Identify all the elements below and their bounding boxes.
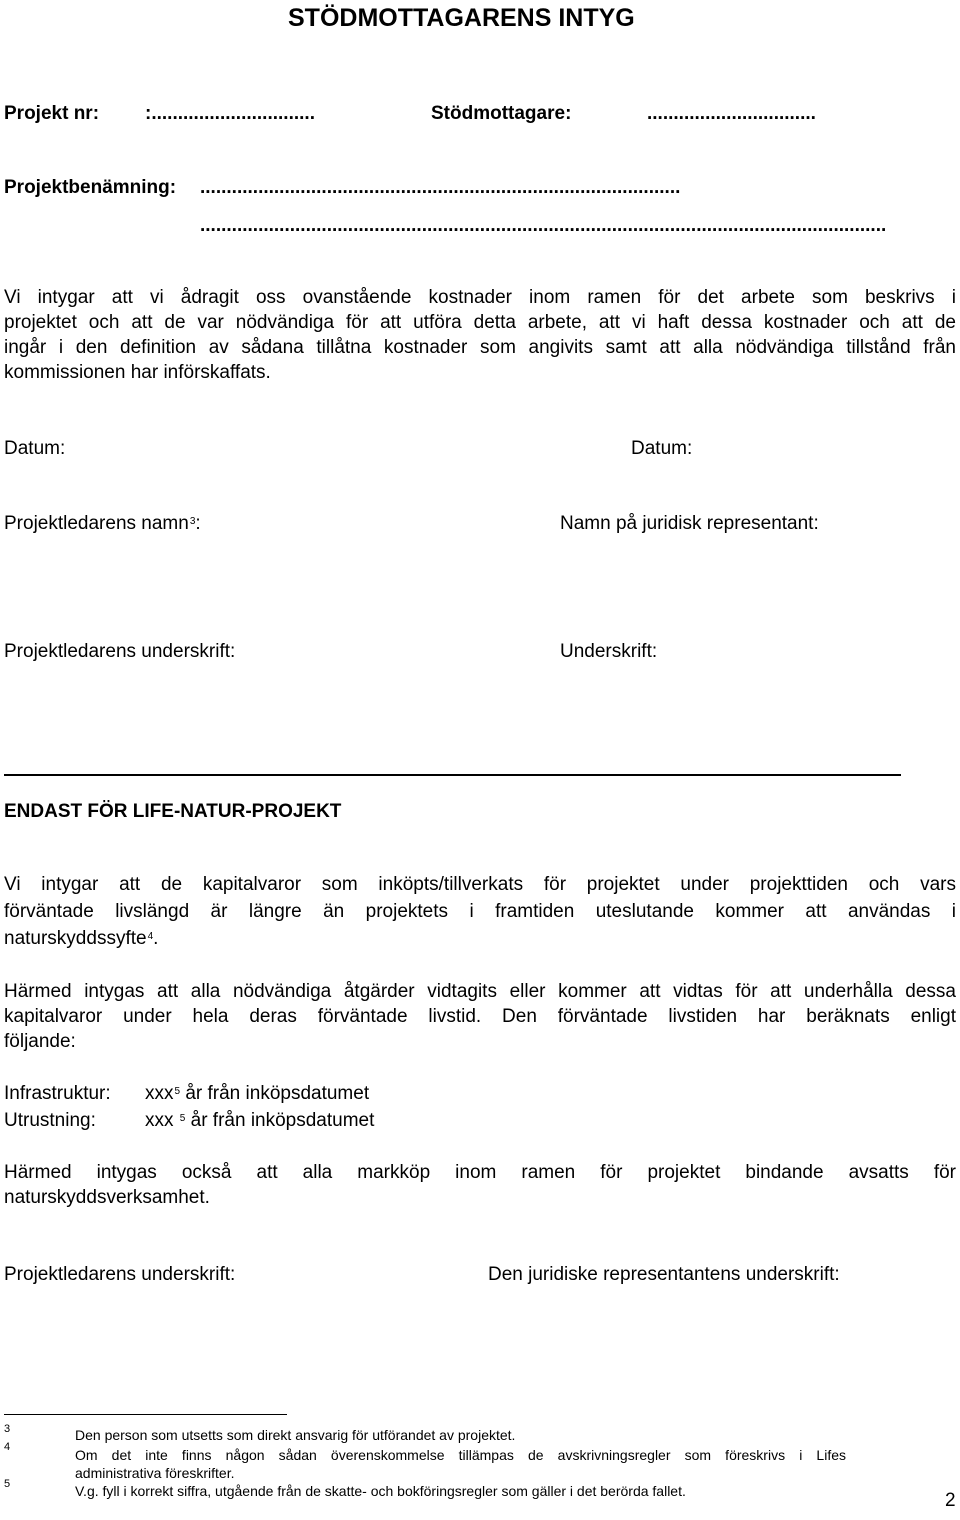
equipment-years[interactable]: xxx xyxy=(145,1110,179,1131)
leader-name-label xyxy=(4,511,201,536)
leader-signature-label-2: Projektledarens underskrift: xyxy=(4,1264,236,1285)
paragraph-line: följande: xyxy=(4,1031,76,1052)
declaration-line: projektet och att de var nödvändiga för att utföra detta arbete, att vi haft dessa kostnader och att de xyxy=(4,312,956,333)
date-label-left: Datum: xyxy=(4,438,66,459)
project-nr-field[interactable]: :............................... xyxy=(145,103,315,124)
paragraph-text: naturskyddssyfte xyxy=(4,928,147,949)
footnote-number: 5 xyxy=(4,1478,11,1490)
paragraph-end: . xyxy=(153,928,159,949)
page-number: 2 xyxy=(945,1490,956,1511)
footnote-number: 4 xyxy=(4,1441,11,1453)
declaration-line: kommissionen har införskaffats. xyxy=(4,362,271,383)
recipient-field[interactable]: ................................ xyxy=(647,103,816,124)
infrastructure-value xyxy=(145,1081,369,1106)
leader-name-colon: : xyxy=(195,513,201,534)
paragraph-line: Härmed intygas också att alla markköp inom ramen för projektet bindande avsatts för xyxy=(4,1162,956,1183)
footnote-text: Om det inte finns någon sådan överenskommelse tillämpas de avskrivningsregler som föreskrivs i Lifes xyxy=(75,1447,846,1463)
legal-rep-name-label: Namn på juridisk representant: xyxy=(560,513,819,534)
project-name-field-line2[interactable]: .................................................................................................................................. xyxy=(200,215,887,236)
footnote-number: 3 xyxy=(4,1423,11,1435)
footnote-separator xyxy=(4,1414,287,1415)
infrastructure-suffix: år från inköpsdatumet xyxy=(180,1083,370,1104)
footnote-ref: 3 xyxy=(189,516,196,527)
project-name-label: Projektbenämning: xyxy=(4,177,177,198)
project-name-field-line1[interactable]: ........................................................................................... xyxy=(200,177,681,198)
infrastructure-label: Infrastruktur: xyxy=(4,1083,111,1104)
date-label-right: Datum: xyxy=(631,438,693,459)
equipment-value xyxy=(145,1108,374,1133)
footnote-ref: 5 xyxy=(174,1086,181,1097)
equipment-suffix: år från inköpsdatumet xyxy=(185,1110,375,1131)
section-divider xyxy=(4,774,901,776)
paragraph-line xyxy=(4,926,158,951)
paragraph-line: Härmed intygas att alla nödvändiga åtgärder vidtagits eller kommer att vidtas för att underhålla dessa xyxy=(4,981,956,1002)
signature-label: Underskrift: xyxy=(560,641,658,662)
footnote-text: administrativa föreskrifter. xyxy=(75,1465,235,1481)
page-title: STÖDMOTTAGARENS INTYG xyxy=(288,4,635,32)
footnote-ref: 4 xyxy=(147,931,154,942)
footnote-ref: 5 xyxy=(179,1113,186,1124)
paragraph-line: naturskyddsverksamhet. xyxy=(4,1187,210,1208)
infrastructure-years[interactable]: xxx xyxy=(145,1083,174,1104)
footnote-text: Den person som utsetts som direkt ansvarig för utförandet av projektet. xyxy=(75,1427,516,1443)
recipient-label: Stödmottagare: xyxy=(431,103,572,124)
declaration-line: Vi intygar att vi ådragit oss ovanstående kostnader inom ramen för det arbete som beskrivs i xyxy=(4,287,956,308)
paragraph-line: förväntade livslängd är längre än projektets i framtiden uteslutande kommer att användas i xyxy=(4,901,956,922)
equipment-label: Utrustning: xyxy=(4,1110,96,1131)
footnote-text: V.g. fyll i korrekt siffra, utgående från de skatte- och bokföringsregler som gäller i det berörda fallet. xyxy=(75,1483,686,1499)
declaration-line: ingår i den definition av sådana tillåtna kostnader som angivits samt att alla nödvändiga tillstånd från xyxy=(4,337,956,358)
project-nr-label: Projekt nr: xyxy=(4,103,100,124)
leader-signature-label: Projektledarens underskrift: xyxy=(4,641,236,662)
life-natur-heading: ENDAST FÖR LIFE-NATUR-PROJEKT xyxy=(4,801,342,822)
paragraph-line: kapitalvaror under hela deras förväntade livstid. Den förväntade livstiden har beräknats enligt xyxy=(4,1006,956,1027)
legal-rep-signature-label: Den juridiske representantens underskrift: xyxy=(488,1264,840,1285)
leader-name-text: Projektledarens namn xyxy=(4,513,189,534)
paragraph-line: Vi intygar att de kapitalvaror som inköpts/tillverkats för projektet under projekttiden och vars xyxy=(4,874,956,895)
